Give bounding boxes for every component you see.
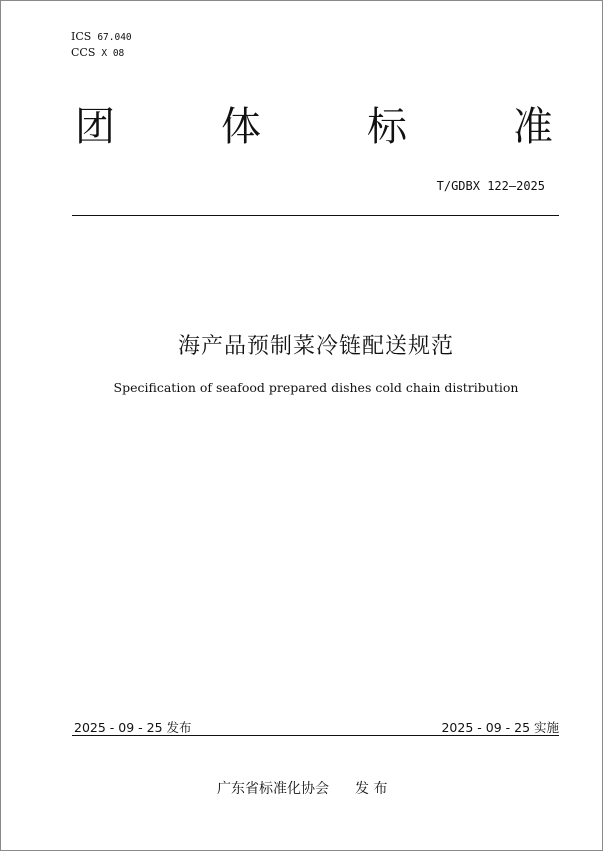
- bottom-divider: [72, 735, 559, 736]
- publisher-organization: 广东省标准化协会: [217, 781, 329, 797]
- publisher-action: 发 布: [355, 781, 388, 797]
- title-char-1: 团: [75, 104, 115, 150]
- title-char-2: 体: [221, 104, 261, 150]
- ccs-value: X 08: [101, 48, 125, 59]
- ccs-classification: [71, 46, 124, 61]
- top-divider: [72, 215, 559, 216]
- ics-label: ICS: [71, 30, 92, 43]
- ccs-label: CCS: [71, 46, 96, 59]
- publisher-line: [217, 778, 387, 798]
- title-char-3: 标: [367, 104, 407, 150]
- standard-title-english: Specification of seafood prepared dishes cold chain distribution: [113, 380, 519, 395]
- standard-number: T/GDBX 122—2025: [436, 179, 545, 193]
- standard-title-chinese: 海产品预制菜冷链配送规范: [177, 334, 454, 359]
- publish-date: 2025 - 09 - 25 发布: [74, 720, 192, 735]
- title-char-4: 准: [513, 104, 553, 150]
- document-type-title: [75, 101, 553, 153]
- ics-classification: [71, 30, 132, 45]
- ics-value: 67.040: [97, 32, 132, 43]
- implement-date: 2025 - 09 - 25 实施: [441, 720, 559, 735]
